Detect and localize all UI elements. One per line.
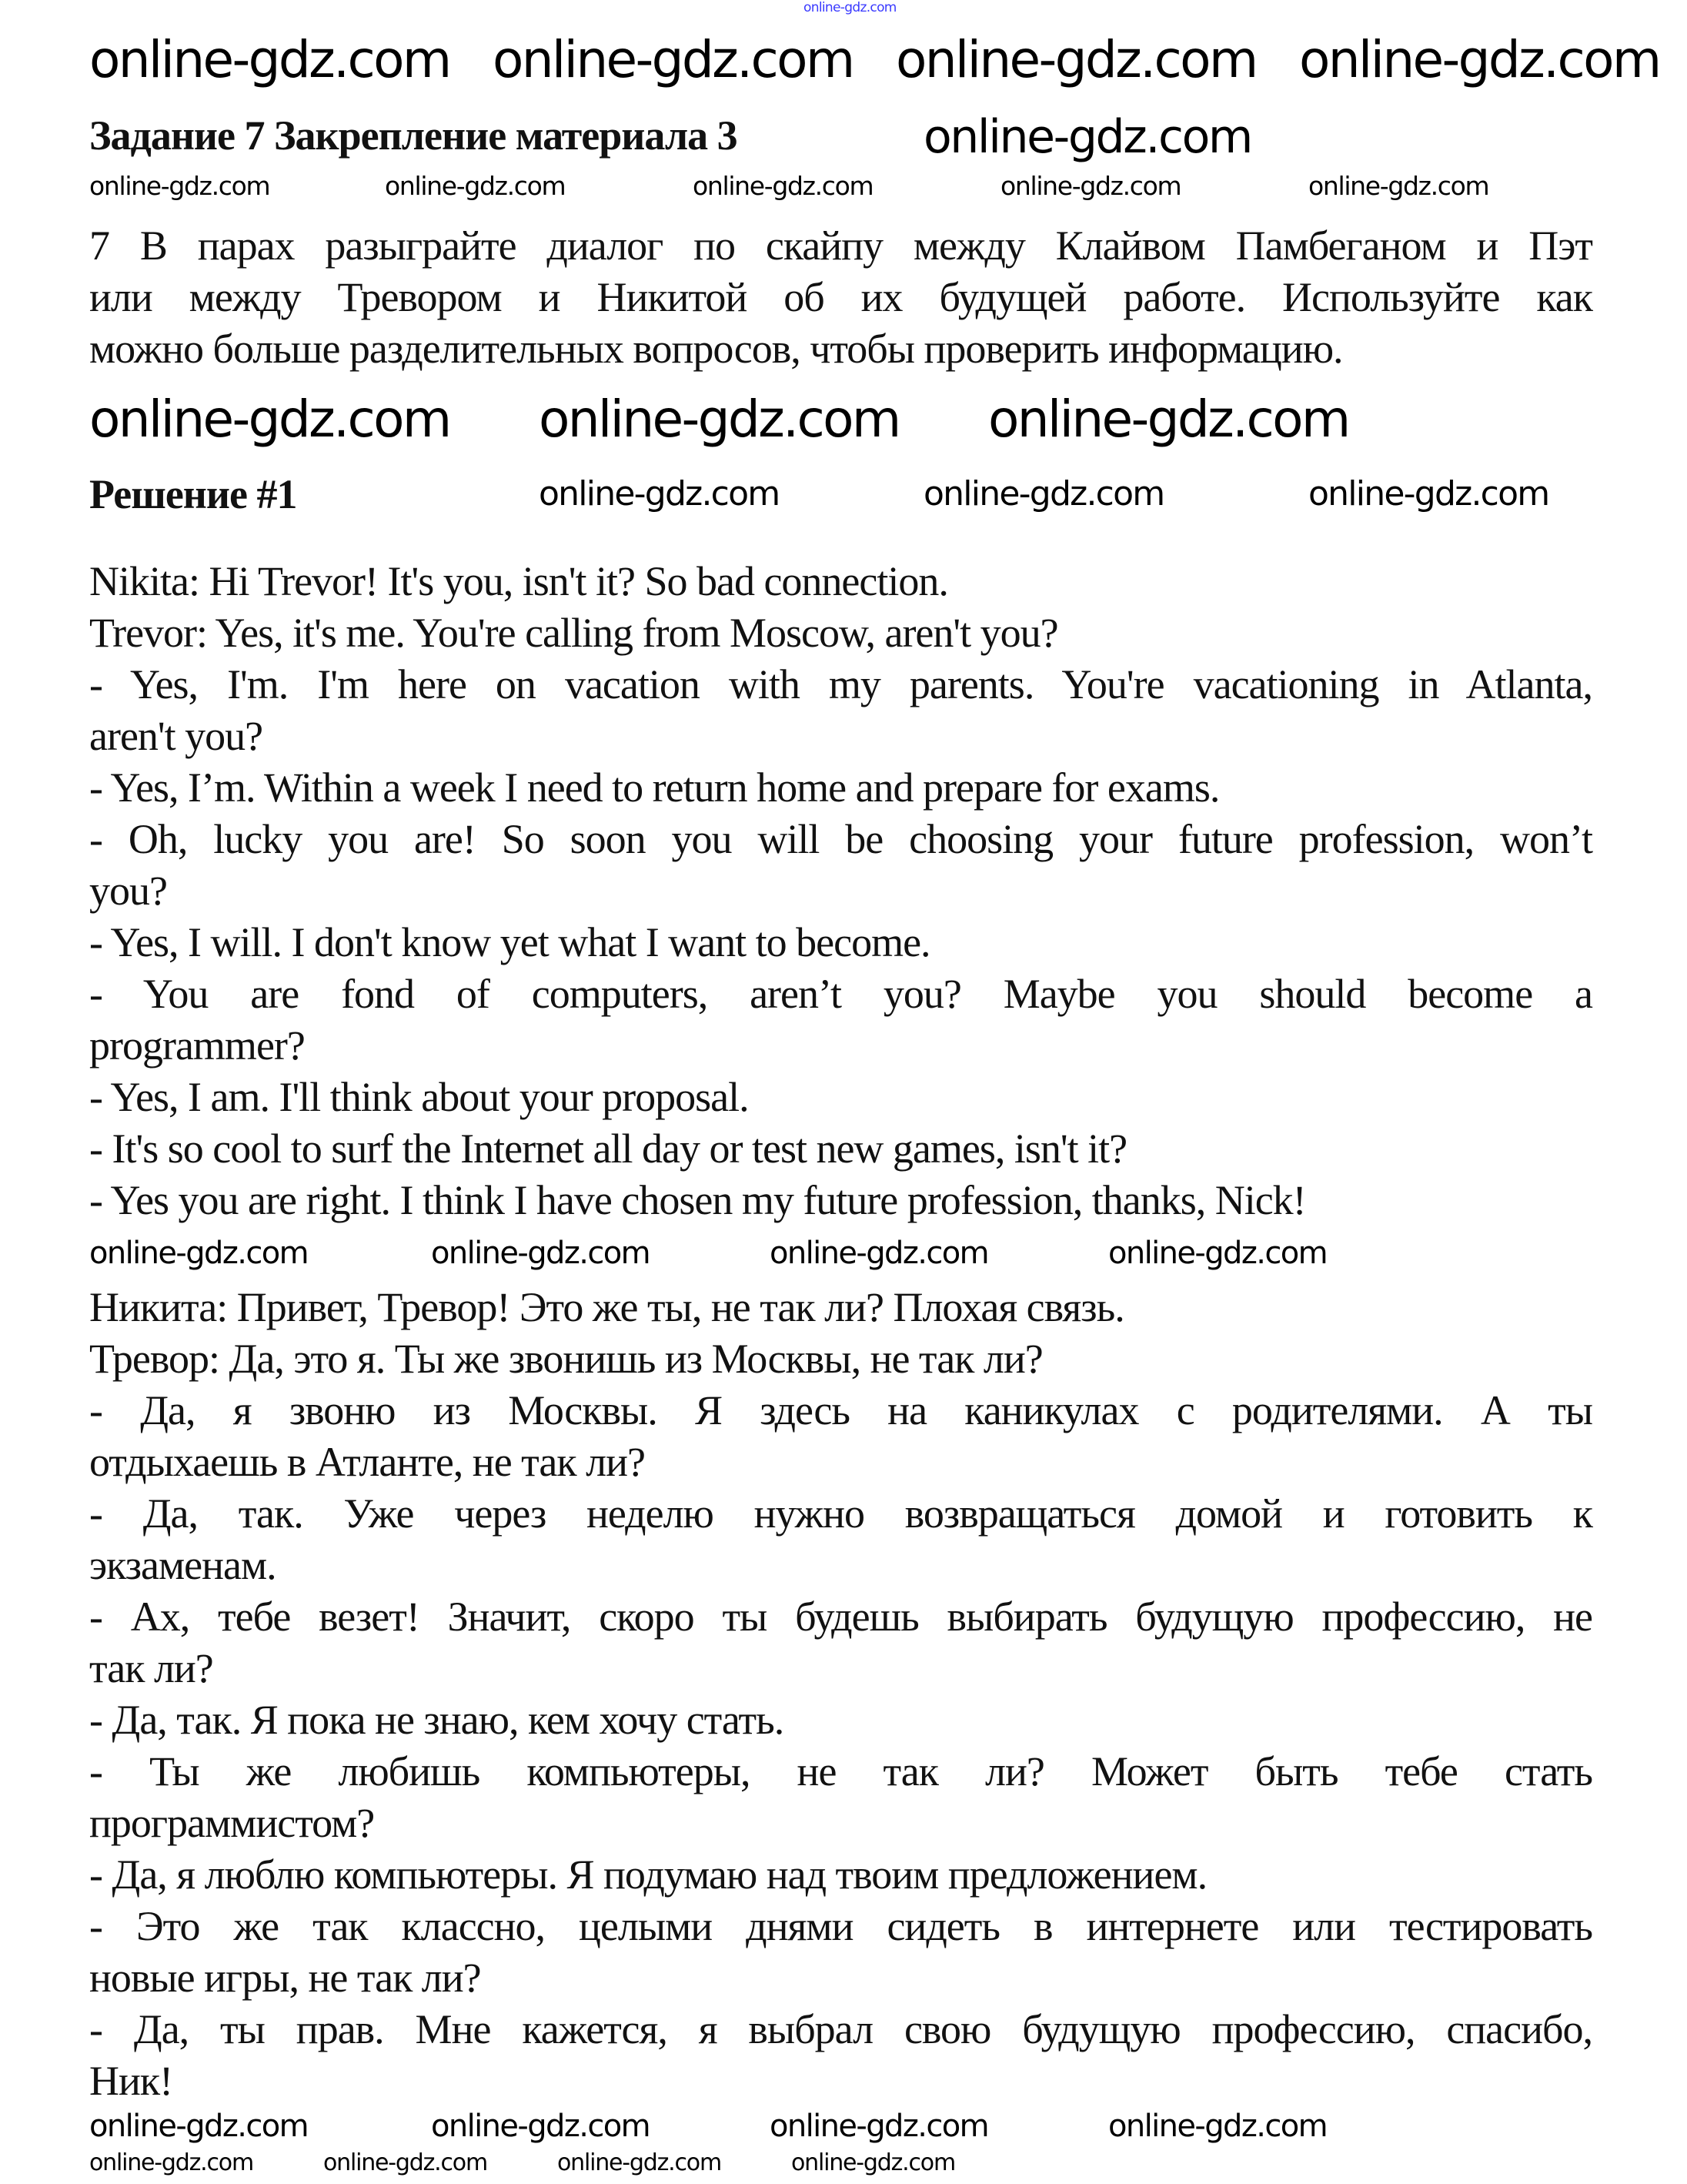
task-text: [89, 220, 1592, 375]
text-line: - Это же так классно, целыми днями сидеть в интернете или тестировать: [89, 1903, 1592, 1949]
text-line: Ник!: [89, 2058, 173, 2104]
text-line: можно больше разделительных вопросов, чтобы проверить информацию.: [89, 326, 1343, 372]
watermark: online-gdz.com: [1001, 171, 1181, 201]
dialogue-line: [89, 1385, 1592, 1488]
watermark: online-gdz.com: [89, 171, 270, 201]
watermark: online-gdz.com: [89, 2149, 253, 2176]
dialogue-line: [89, 1072, 1592, 1123]
text-line: - You are fond of computers, aren’t you? Maybe you should become a: [89, 971, 1592, 1017]
dialogue-line: [89, 1175, 1592, 1226]
watermark: online-gdz.com: [539, 390, 900, 449]
dialogue-line: [89, 1694, 1592, 1746]
dialogue-line: [89, 1488, 1592, 1591]
watermark: online-gdz.com: [1108, 1236, 1327, 1271]
text-line: - Yes you are right. I think I have chosen my future profession, thanks, Nick!: [89, 1177, 1306, 1223]
watermark: online-gdz.com: [431, 2109, 650, 2144]
text-line: или между Тревором и Никитой об их будущей работе. Используйте как: [89, 274, 1592, 320]
watermark: online-gdz.com: [924, 474, 1164, 513]
watermark: online-gdz.com: [539, 474, 780, 513]
text-line: Nikita: Hi Trevor! It's you, isn't it? So bad connection.: [89, 558, 948, 604]
watermark: online-gdz.com: [803, 0, 897, 15]
text-line: - It's so cool to surf the Internet all day or test new games, isn't it?: [89, 1125, 1127, 1172]
watermark: online-gdz.com: [1108, 2109, 1327, 2144]
text-line: - Yes, I'm. I'm here on vacation with my parents. You're vacationing in Atlanta,: [89, 661, 1592, 707]
page-title: Задание 7 Закрепление материала 3: [89, 112, 737, 159]
text-line: - Yes, I’m. Within a week I need to return home and prepare for exams.: [89, 764, 1220, 811]
watermark: online-gdz.com: [693, 171, 874, 201]
watermark: online-gdz.com: [1308, 171, 1489, 201]
text-line: - Да, я звоню из Москвы. Я здесь на каникулах с родителями. А ты: [89, 1387, 1592, 1433]
text-line: экзаменам.: [89, 1542, 276, 1588]
text-line: - Да, так. Уже через неделю нужно возвращаться домой и готовить к: [89, 1490, 1592, 1537]
text-line: 7 В парах разыграйте диалог по скайпу между Клайвом Памбеганом и Пэт: [89, 222, 1592, 269]
watermark: online-gdz.com: [89, 2109, 308, 2144]
watermark: online-gdz.com: [1299, 30, 1660, 89]
dialogue-line: [89, 1591, 1592, 1694]
watermark: online-gdz.com: [89, 1236, 308, 1271]
dialogue-line: [89, 1123, 1592, 1175]
text-line: отдыхаешь в Атланте, не так ли?: [89, 1439, 645, 1485]
watermark: online-gdz.com: [323, 2149, 487, 2176]
text-line: - Ах, тебе везет! Значит, скоро ты будешь выбирать будущую профессию, не: [89, 1594, 1592, 1640]
watermark: online-gdz.com: [89, 390, 450, 449]
dialogue-line: [89, 762, 1592, 814]
watermark: online-gdz.com: [431, 1236, 650, 1271]
text-line: так ли?: [89, 1645, 213, 1691]
watermark: online-gdz.com: [493, 30, 854, 89]
dialogue-line: [89, 2004, 1592, 2107]
watermark: online-gdz.com: [896, 30, 1257, 89]
watermark: online-gdz.com: [557, 2149, 721, 2176]
text-line: - Oh, lucky you are! So soon you will be choosing your future profession, won’t: [89, 816, 1592, 862]
solution-heading: Решение #1: [89, 471, 297, 517]
dialogue-line: [89, 556, 1592, 607]
watermark: online-gdz.com: [1308, 474, 1549, 513]
dialogue-line: [89, 1282, 1592, 1333]
text-line: you?: [89, 868, 167, 914]
text-line: Тревор: Да, это я. Ты же звонишь из Москвы, не так ли?: [89, 1336, 1043, 1382]
watermark: online-gdz.com: [791, 2149, 955, 2176]
text-line: aren't you?: [89, 713, 263, 759]
watermark: online-gdz.com: [89, 30, 450, 89]
text-line: - Yes, I will. I don't know yet what I want to become.: [89, 919, 930, 965]
text-line: - Да, я люблю компьютеры. Я подумаю над твоим предложением.: [89, 1851, 1208, 1898]
text-line: - Yes, I am. I'll think about your proposal.: [89, 1074, 749, 1120]
text-line: - Ты же любишь компьютеры, не так ли? Может быть тебе стать: [89, 1748, 1592, 1794]
dialogue-line: [89, 607, 1592, 659]
text-line: - Да, так. Я пока не знаю, кем хочу стать.: [89, 1697, 784, 1743]
text-line: programmer?: [89, 1022, 305, 1069]
text-line: - Да, ты прав. Мне кажется, я выбрал свою будущую профессию, спасибо,: [89, 2006, 1592, 2052]
text-line: новые игры, не так ли?: [89, 1955, 481, 2001]
dialogue-line: [89, 1901, 1592, 2004]
english-dialogue: [89, 556, 1592, 1226]
dialogue-line: [89, 968, 1592, 1072]
dialogue-line: [89, 1746, 1592, 1849]
watermark: online-gdz.com: [385, 171, 566, 201]
watermark: online-gdz.com: [924, 110, 1251, 164]
dialogue-line: [89, 814, 1592, 917]
text-line: Никита: Привет, Тревор! Это же ты, не так ли? Плохая связь.: [89, 1284, 1124, 1330]
text-line: программистом?: [89, 1800, 375, 1846]
text-line: Trevor: Yes, it's me. You're calling from Moscow, aren't you?: [89, 610, 1058, 656]
dialogue-line: [89, 1849, 1592, 1901]
russian-dialogue: [89, 1282, 1592, 2107]
watermark: online-gdz.com: [770, 1236, 988, 1271]
watermark: online-gdz.com: [988, 390, 1349, 449]
dialogue-line: [89, 659, 1592, 762]
watermark: online-gdz.com: [770, 2109, 988, 2144]
dialogue-line: [89, 1333, 1592, 1385]
dialogue-line: [89, 917, 1592, 968]
